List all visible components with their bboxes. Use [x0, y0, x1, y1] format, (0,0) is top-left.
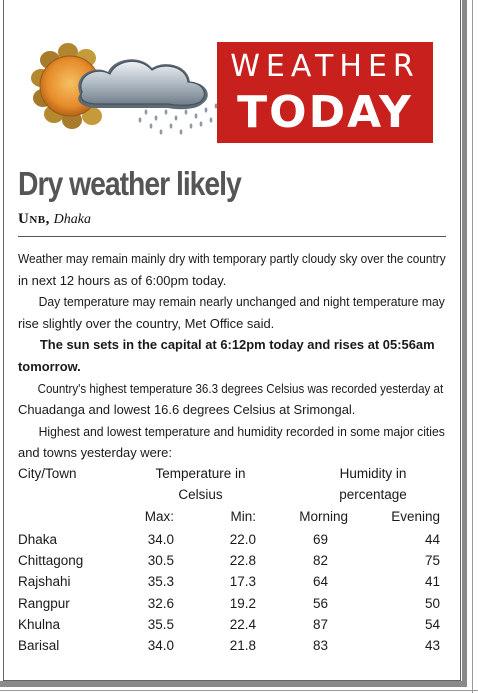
body-line: in next 12 hours as of 6:00pm today.	[18, 272, 227, 288]
byline-agency: Unb,	[18, 211, 50, 227]
cell-max: 34.0	[147, 532, 174, 547]
body-line: The sun sets in the capital at 6:12pm today and rises at 05:56am	[39, 337, 435, 353]
cell-min: 19.2	[229, 595, 256, 611]
banner-word-weather: WEATHER	[230, 49, 420, 84]
cell-max: 35.3	[147, 574, 174, 590]
body-line: Weather may remain mainly dry with temporary partly cloudy sky over the country	[18, 251, 446, 266]
header-humidity-line1: Humidity in	[339, 466, 407, 481]
frame-shadow-right	[462, 0, 467, 686]
cell-city: Dhaka	[18, 532, 58, 547]
cell-max: 34.0	[147, 638, 174, 653]
header-temperature-line1: Temperature in	[155, 466, 246, 481]
frame-rule	[472, 0, 473, 693]
cell-evening: 75	[424, 553, 440, 569]
body-line: tomorrow.	[18, 358, 81, 374]
cell-max: 32.6	[147, 595, 174, 611]
header-city: City/Town	[18, 466, 77, 481]
cell-max: 35.5	[147, 616, 174, 632]
byline-place: Dhaka	[53, 212, 91, 227]
cell-evening: 41	[424, 574, 440, 590]
body-line: rise slightly over the country, Met Office said.	[18, 315, 275, 331]
cell-morning: 56	[312, 595, 328, 611]
cell-city: Rajshahi	[18, 574, 71, 590]
byline	[18, 211, 91, 228]
cell-min: 17.3	[229, 574, 256, 590]
cell-city: Khulna	[18, 616, 61, 632]
body-line: and towns yesterday were:	[18, 445, 172, 461]
frame-bottom-rule	[0, 690, 478, 691]
frame-shadow-bottom	[0, 681, 467, 687]
cell-min: 22.4	[229, 616, 256, 632]
cell-morning: 82	[312, 553, 328, 569]
cell-evening: 43	[424, 638, 440, 653]
body-line: Country's highest temperature 36.3 degrees Celsius was recorded yesterday at	[37, 380, 444, 396]
cell-min: 22.8	[229, 553, 256, 569]
body-line: Day temperature may remain nearly unchanged and night temperature may	[38, 294, 445, 310]
article-body	[18, 248, 448, 464]
subheader-max: Max:	[144, 509, 174, 524]
article-headline: Dry weather likely	[18, 165, 241, 202]
cell-morning: 69	[312, 532, 328, 547]
cell-city: Chittagong	[18, 553, 84, 569]
banner-word-today: TODAY	[237, 87, 413, 138]
cell-city: Barisal	[18, 638, 60, 653]
cell-min: 21.8	[229, 638, 256, 653]
header-temperature-line2: Celsius	[178, 487, 223, 502]
cell-morning: 87	[312, 616, 328, 632]
byline-divider	[18, 236, 446, 237]
subheader-min: Min:	[230, 509, 256, 524]
body-line: Highest and lowest temperature and humidity recorded in some major cities	[38, 423, 445, 439]
sun-cloud-rain-icon	[28, 38, 228, 138]
weather-today-banner	[217, 42, 433, 143]
header-humidity-line2: percentage	[339, 487, 407, 502]
cell-evening: 54	[424, 616, 440, 632]
cell-min: 22.0	[229, 532, 256, 547]
body-line: Chuadanga and lowest 16.6 degrees Celsius at Srimongal.	[18, 402, 356, 418]
cell-evening: 44	[424, 532, 440, 547]
subheader-morning: Morning	[299, 509, 348, 524]
cell-evening: 50	[424, 595, 440, 611]
weather-table	[18, 464, 446, 654]
cell-city: Rangpur	[18, 595, 70, 611]
cell-morning: 83	[312, 638, 328, 653]
cell-max: 30.5	[147, 553, 174, 569]
cell-morning: 64	[312, 574, 328, 590]
subheader-evening: Evening	[391, 509, 440, 524]
